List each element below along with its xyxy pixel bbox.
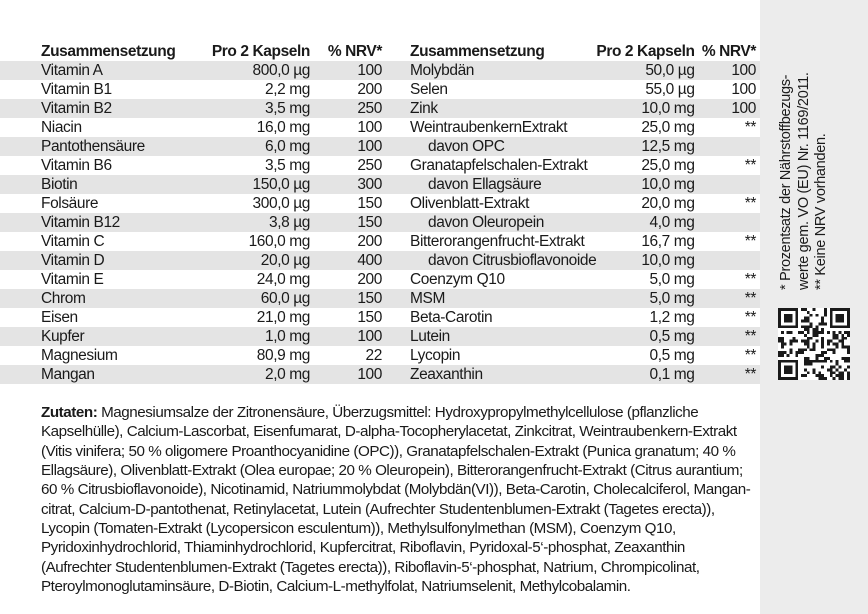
nutrient-nrv: ** bbox=[744, 195, 756, 212]
nutrient-name: Vitamin B12 bbox=[0, 213, 200, 232]
table-row bbox=[388, 327, 760, 346]
nutrient-nrv: ** bbox=[695, 365, 760, 384]
nutrient-nrv bbox=[695, 213, 760, 232]
nutrient-amount: 1,2 mg bbox=[649, 309, 695, 326]
nutrient-amount: 24,0 mg bbox=[256, 271, 310, 288]
nutrient-amount: 25,0 mg bbox=[641, 119, 695, 136]
nutrient-amount: 20,0 mg bbox=[641, 195, 695, 212]
table-row bbox=[388, 61, 760, 80]
table-row bbox=[388, 232, 760, 251]
column-header-nrv: % NRV* bbox=[327, 42, 382, 60]
nutrient-amount: 3,5 mg bbox=[265, 157, 310, 174]
table-row bbox=[0, 232, 388, 251]
table-row bbox=[388, 156, 760, 175]
nutrient-nrv: ** bbox=[744, 309, 756, 326]
nutrient-nrv: 100 bbox=[310, 327, 388, 346]
nutrient-amount: 80,9 mg bbox=[256, 347, 310, 364]
footnote-line-2 bbox=[796, 200, 814, 290]
column-header-nrv: % NRV* bbox=[701, 42, 756, 60]
nutrient-amount: 4,0 mg bbox=[596, 213, 694, 232]
column-header-amount: Pro 2 Kapseln bbox=[596, 42, 695, 60]
nutrient-nrv: 100 bbox=[310, 137, 388, 156]
nutrient-amount: 10,0 mg bbox=[596, 251, 694, 270]
nutrient-amount: 16,7 mg bbox=[641, 233, 695, 250]
table-row bbox=[388, 365, 760, 384]
nutrient-name: Lutein bbox=[388, 327, 596, 346]
nutrient-nrv: ** bbox=[744, 233, 756, 250]
column-header-composition: Zusammensetzung bbox=[41, 42, 176, 60]
nutrient-nrv: 250 bbox=[357, 157, 382, 174]
nutrient-amount: 12,5 mg bbox=[596, 137, 694, 156]
nutrient-name: Folsäure bbox=[41, 195, 99, 212]
nutrient-nrv: ** bbox=[744, 119, 756, 136]
nutrient-amount: 300,0 µg bbox=[252, 195, 310, 212]
table-row bbox=[388, 251, 760, 270]
nutrient-amount: 3,8 µg bbox=[200, 213, 310, 232]
nutrient-nrv bbox=[695, 137, 760, 156]
nutrient-nrv: ** bbox=[744, 157, 756, 174]
nutrient-name: Beta-Carotin bbox=[410, 309, 493, 326]
nutrient-name: Eisen bbox=[41, 309, 78, 326]
nutrient-nrv: 100 bbox=[695, 61, 760, 80]
nutrient-nrv: 200 bbox=[357, 81, 382, 98]
nutrient-nrv: 400 bbox=[310, 251, 388, 270]
nutrient-name: davon Ellagsäure bbox=[388, 175, 596, 194]
table-row bbox=[388, 99, 760, 118]
nutrient-name: Molybdän bbox=[388, 61, 596, 80]
nutrient-nrv: 250 bbox=[310, 99, 388, 118]
nutrient-name: Vitamin B1 bbox=[41, 81, 112, 98]
nutrient-nrv: 100 bbox=[695, 99, 760, 118]
nutrient-name: Vitamin A bbox=[0, 61, 200, 80]
nutrient-name: Kupfer bbox=[0, 327, 200, 346]
nutrient-nrv: ** bbox=[695, 289, 760, 308]
nutrient-amount: 3,5 mg bbox=[200, 99, 310, 118]
table-row bbox=[0, 346, 388, 365]
nutrient-amount: 5,0 mg bbox=[649, 271, 695, 288]
nutrient-name: Granatapfelschalen-Extrakt bbox=[410, 157, 588, 174]
table-row bbox=[0, 137, 388, 156]
nutrient-nrv: 200 bbox=[357, 233, 382, 250]
nutrient-name: davon Oleuropein bbox=[388, 213, 596, 232]
table-row bbox=[0, 61, 388, 80]
qr-code-icon bbox=[778, 308, 850, 380]
nutrient-amount: 0,5 mg bbox=[649, 347, 695, 364]
nutrient-name: Zeaxanthin bbox=[388, 365, 596, 384]
table-row bbox=[0, 289, 388, 308]
table-row bbox=[388, 118, 760, 137]
table-header-row bbox=[0, 41, 388, 61]
nutrient-name: Vitamin D bbox=[0, 251, 200, 270]
nutrient-name: Niacin bbox=[41, 119, 82, 136]
table-row bbox=[0, 251, 388, 270]
nutrient-name: Coenzym Q10 bbox=[410, 271, 505, 288]
table-row bbox=[388, 175, 760, 194]
table-row bbox=[388, 308, 760, 327]
nutrient-amount: 60,0 µg bbox=[200, 289, 310, 308]
table-row bbox=[0, 156, 388, 175]
nutrient-nrv: 150 bbox=[357, 195, 382, 212]
table-header-row bbox=[388, 41, 760, 61]
table-row bbox=[0, 213, 388, 232]
table-row bbox=[388, 289, 760, 308]
table-row bbox=[388, 346, 760, 365]
nutrient-amount: 1,0 mg bbox=[200, 327, 310, 346]
nutrient-name: Vitamin B6 bbox=[41, 157, 112, 174]
nutrient-amount: 16,0 mg bbox=[256, 119, 310, 136]
nutrient-nrv: 100 bbox=[731, 81, 756, 98]
nutrient-nrv: 150 bbox=[357, 309, 382, 326]
nutrient-name: Olivenblatt-Extrakt bbox=[410, 195, 530, 212]
table-row bbox=[0, 118, 388, 137]
nutrient-amount: 20,0 µg bbox=[200, 251, 310, 270]
nutrient-nrv: 100 bbox=[357, 119, 382, 136]
table-row bbox=[0, 270, 388, 289]
nutrient-nrv: 150 bbox=[310, 213, 388, 232]
nutrient-name: Mangan bbox=[0, 365, 200, 384]
nutrient-name: Pantothensäure bbox=[0, 137, 200, 156]
nutrient-amount: 5,0 mg bbox=[596, 289, 694, 308]
nutrient-nrv: ** bbox=[744, 271, 756, 288]
nutrient-name: Vitamin B2 bbox=[0, 99, 200, 118]
nutrient-name: Vitamin E bbox=[41, 271, 104, 288]
nutrient-name: Magnesium bbox=[41, 347, 118, 364]
nutrient-nrv: 100 bbox=[310, 365, 388, 384]
footnote-line-1 bbox=[778, 200, 796, 290]
nutrient-name: MSM bbox=[388, 289, 596, 308]
nutrient-name: Lycopin bbox=[410, 347, 461, 364]
column-header-composition: Zusammensetzung bbox=[410, 42, 545, 60]
table-row bbox=[388, 137, 760, 156]
nutrient-amount: 0,5 mg bbox=[596, 327, 694, 346]
nutrient-amount: 150,0 µg bbox=[200, 175, 310, 194]
nutrient-amount: 6,0 mg bbox=[200, 137, 310, 156]
table-row bbox=[0, 327, 388, 346]
nutrient-amount: 21,0 mg bbox=[256, 309, 310, 326]
table-row bbox=[388, 270, 760, 289]
table-row bbox=[0, 80, 388, 99]
nutrient-nrv bbox=[695, 251, 760, 270]
nutrient-amount: 55,0 µg bbox=[645, 81, 695, 98]
ingredients-text bbox=[41, 403, 756, 596]
nutrient-amount: 2,0 mg bbox=[200, 365, 310, 384]
nutrient-name: Zink bbox=[388, 99, 596, 118]
nutrient-nrv bbox=[695, 175, 760, 194]
nutrient-amount: 800,0 µg bbox=[200, 61, 310, 80]
nutrient-name: WeintraubenkernExtrakt bbox=[410, 119, 568, 136]
table-row bbox=[0, 175, 388, 194]
nutrition-table-right bbox=[388, 41, 760, 384]
nutrient-amount: 50,0 µg bbox=[596, 61, 694, 80]
nutrient-amount: 160,0 mg bbox=[248, 233, 310, 250]
table-row bbox=[0, 308, 388, 327]
nutrient-name: Bitterorangenfrucht-Extrakt bbox=[410, 233, 585, 250]
table-row bbox=[0, 365, 388, 384]
table-row bbox=[388, 194, 760, 213]
table-row bbox=[388, 213, 760, 232]
nutrient-nrv: 150 bbox=[310, 289, 388, 308]
nutrition-table-left bbox=[0, 41, 388, 384]
nutrient-nrv: 22 bbox=[365, 347, 382, 364]
nutrient-nrv: ** bbox=[695, 327, 760, 346]
nutrient-amount: 0,1 mg bbox=[596, 365, 694, 384]
footnote-panel bbox=[760, 0, 868, 614]
nutrient-nrv: ** bbox=[744, 347, 756, 364]
nutrient-name: Biotin bbox=[0, 175, 200, 194]
nutrient-amount: 10,0 mg bbox=[596, 99, 694, 118]
table-row bbox=[388, 80, 760, 99]
nutrient-nrv: 200 bbox=[357, 271, 382, 288]
column-header-amount: Pro 2 Kapseln bbox=[211, 42, 310, 60]
nutrient-nrv: 300 bbox=[310, 175, 388, 194]
nutrient-name: davon OPC bbox=[388, 137, 596, 156]
nutrient-name: Vitamin C bbox=[41, 233, 105, 250]
nutrient-name: davon Citrusbioflavonoide bbox=[388, 251, 596, 270]
table-row bbox=[0, 99, 388, 118]
footnote-line-3: ** Keine NRV vorhanden. bbox=[813, 133, 829, 290]
nutrient-name: Selen bbox=[410, 81, 448, 98]
nutrient-name: Chrom bbox=[0, 289, 200, 308]
nutrient-amount: 2,2 mg bbox=[265, 81, 310, 98]
nutrient-nrv: 100 bbox=[310, 61, 388, 80]
table-row bbox=[0, 194, 388, 213]
ingredients-list: Magnesiumsalze der Zitronensäure, Überzugsmittel: Hydroxypropylmethylcellulose (pflanzliche Kapselhülle), Calcium-Lascorbat, Eisenfumarat, D-alpha-Tocopherylacetat, Zinkcitrat, Weintraubenkern-Extrakt (Vitis vinifera; 50 % oligomere Proanthocyanidine (OPC)), Granatapfelschalen-Extrakt (Punica granatum; 40 % Ellagsäure), Olivenblatt-Extrakt (Olea europae; 20 % Oleuropein), Bitterorangenfrucht-Extrakt (Citrus aurantium; 60 % Citrusbioflavonoide), Nicotinamid, Natriummolybdat (Molybdän(VI)), Beta-Carotin, Cholecalciferol, Mangan-citrat, Calcium-D-pantothenat, Retinylacetat, Lutein (Aufrechter Studentenblumen-Extrakt (Tagetes erecta)), Lycopin (Tomaten-Extrakt (Lycopersicon esculentum)), Methylsulfonylmethan (MSM), Coenzym Q10, Pyridoxinhydrochlorid, Thiaminhydrochlorid, Kupfercitrat, Riboflavin, Pyridoxal-5‘-phosphat, Zeaxanthin (Aufrechter Studentenblumen-Extrakt (Tagetes erecta)), Riboflavin-5‘-phosphat, Natrium, Chrompicolinat, Pteroylmonoglutaminsäure, D-Biotin, Calcium-L-methylfolat, Natriumselenit, Methylcobalamin. bbox=[41, 404, 751, 595]
nutrient-amount: 10,0 mg bbox=[596, 175, 694, 194]
nutrient-amount: 25,0 mg bbox=[641, 157, 695, 174]
ingredients-label: Zutaten: bbox=[41, 404, 98, 422]
